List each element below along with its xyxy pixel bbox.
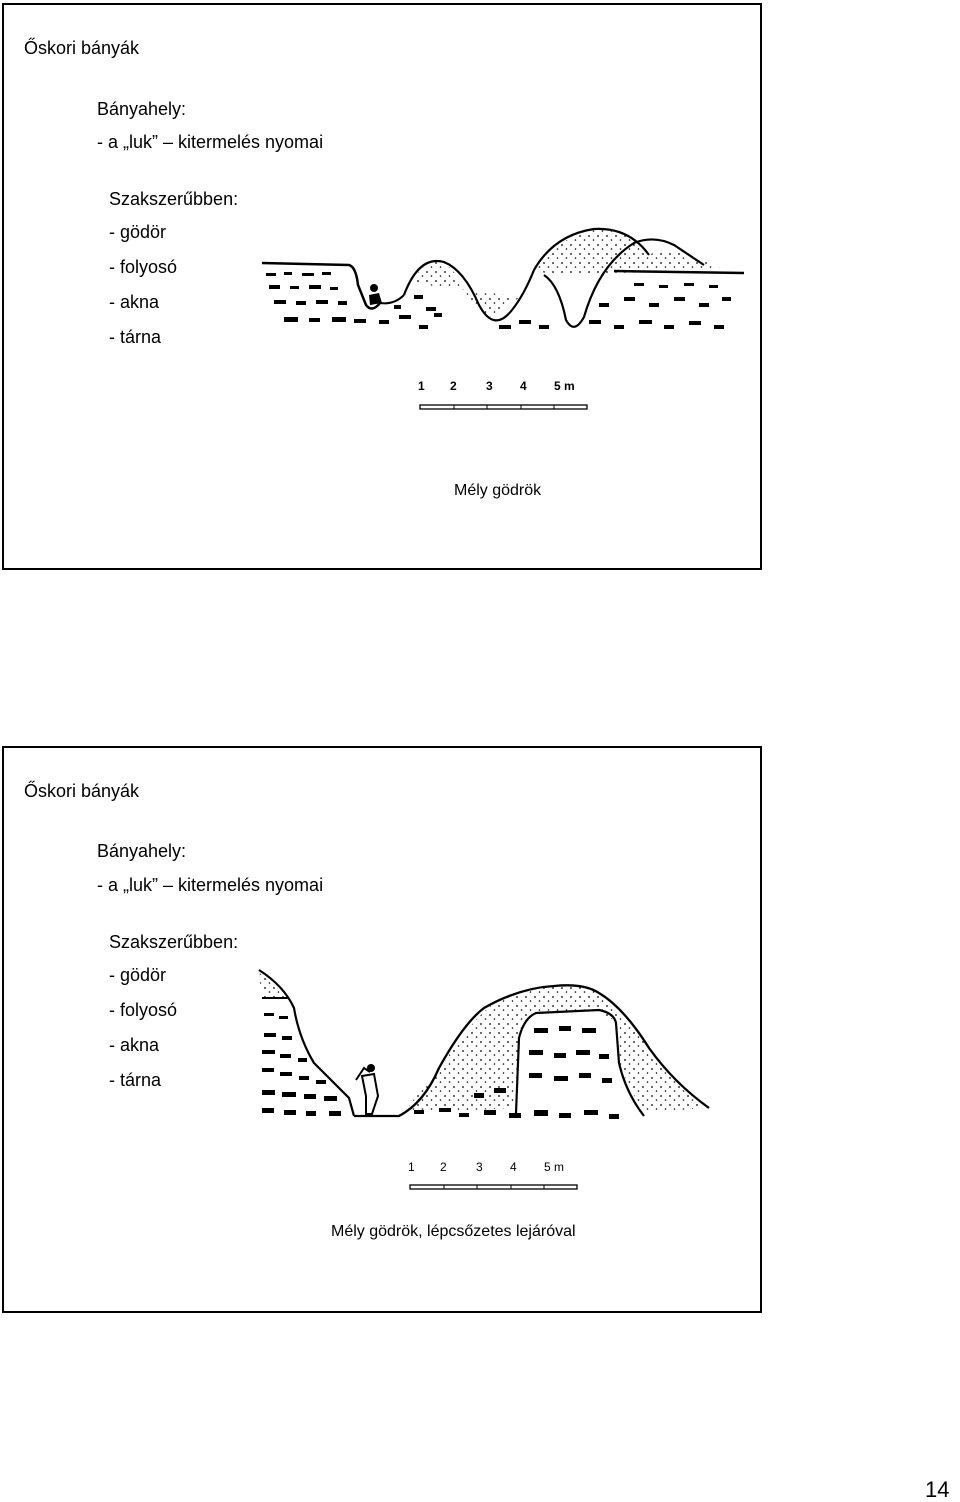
slide-2 bbox=[2, 746, 762, 1313]
pit-cross-section-figure bbox=[254, 225, 754, 350]
scale-label: 1 bbox=[418, 379, 425, 393]
scale-label: 3 bbox=[476, 1160, 483, 1174]
list-item: - gödör bbox=[109, 222, 167, 242]
section-szakszerubben: Szakszerűbben: bbox=[109, 189, 239, 209]
heading-banyahely: Bányahely: bbox=[97, 99, 187, 119]
slide-title: Őskori bányák bbox=[24, 38, 140, 58]
list-item: - gödör bbox=[109, 965, 167, 985]
list-item: - folyosó bbox=[109, 257, 178, 277]
scale-label: 4 bbox=[510, 1160, 517, 1174]
slide-1 bbox=[2, 3, 762, 570]
figure-caption: Mély gödrök bbox=[454, 482, 542, 499]
subheading-luk: - a „luk” – kitermelés nyomai bbox=[97, 875, 324, 895]
miner-figure bbox=[356, 1064, 378, 1114]
list-item: - tárna bbox=[109, 1070, 162, 1090]
scale-label: 4 bbox=[520, 379, 527, 393]
scale-label: 3 bbox=[486, 379, 493, 393]
scale-bar bbox=[414, 377, 594, 417]
scale-label: 2 bbox=[440, 1160, 447, 1174]
list-item: - folyosó bbox=[109, 1000, 178, 1020]
section-szakszerubben: Szakszerűbben: bbox=[109, 932, 239, 952]
page-number: 14 bbox=[925, 1477, 950, 1502]
scale-label: 1 bbox=[408, 1160, 415, 1174]
subheading-luk: - a „luk” – kitermelés nyomai bbox=[97, 132, 324, 152]
list-item: - tárna bbox=[109, 327, 162, 347]
scale-label: 5 m bbox=[554, 379, 575, 393]
miner-figure bbox=[369, 284, 382, 305]
scale-label: 5 m bbox=[544, 1160, 565, 1174]
list-item: - akna bbox=[109, 1035, 160, 1055]
list-item: - akna bbox=[109, 292, 160, 312]
stepped-pit-cross-section-figure bbox=[254, 968, 719, 1128]
figure-caption: Mély gödrök, lépcsőzetes lejáróval bbox=[331, 1223, 576, 1240]
scale-bar bbox=[404, 1158, 584, 1198]
scale-label: 2 bbox=[450, 379, 457, 393]
slide-title: Őskori bányák bbox=[24, 781, 140, 801]
heading-banyahely: Bányahely: bbox=[97, 841, 187, 861]
